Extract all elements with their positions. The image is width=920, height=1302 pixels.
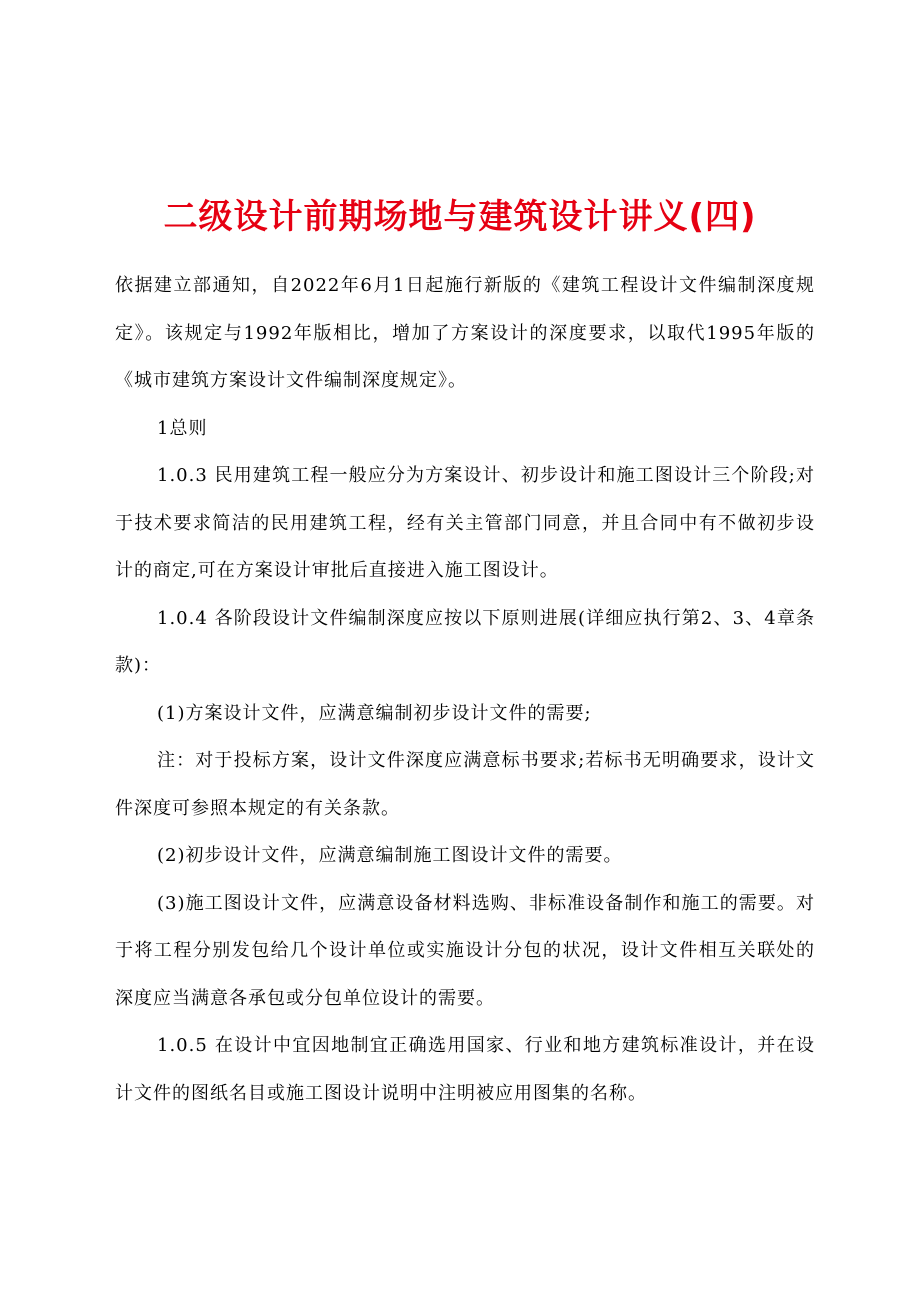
- paragraph-clause-1-0-3: 1.0.3 民用建筑工程一般应分为方案设计、初步设计和施工图设计三个阶段;对于技术要求简洁的民用建筑工程，经有关主管部门同意，并且合同中有不做初步设计的商定,可在方案设计审批后直接进入施工图设计。: [115, 465, 815, 581]
- paragraph-clause-1-0-4: 1.0.4 各阶段设计文件编制深度应按以下原则进展(详细应执行第2、3、4章条款)：: [115, 607, 815, 676]
- paragraph-item-1: (1)方案设计文件，应满意编制初步设计文件的需要;: [157, 702, 592, 724]
- document-body: [115, 262, 815, 1117]
- paragraph-intro: 依据建立部通知，自2022年6月1日起施行新版的《建筑工程设计文件编制深度规 定》。该规定与1992年版相比，增加了方案设计的深度要求，以取代1995年版的《城市建筑方案设计文件编制深度规定》。: [115, 275, 815, 391]
- paragraph-clause-1-0-5: 1.0.5 在设计中宜因地制宜正确选用国家、行业和地方建筑标准设计，并在设计文件的图纸名目或施工图设计说明中注明被应用图集的名称。: [115, 1035, 815, 1104]
- paragraph-section-heading: 1总则: [157, 417, 208, 439]
- paragraph-note: 注：对于投标方案，设计文件深度应满意标书要求;若标书无明确要求，设计文件深度可参照本规定的有关条款。: [115, 750, 815, 819]
- document-title: 二级设计前期场地与建筑设计讲义(四): [163, 197, 757, 237]
- paragraph-item-2: (2)初步设计文件，应满意编制施工图设计文件的需要。: [157, 845, 623, 866]
- paragraph-item-3: (3)施工图设计文件，应满意设备材料选购、非标准设备制作和施工的需要。对于将工程分别发包给几个设计单位或实施设计分包的状况，设计文件相互关联处的深度应当满意各承包或分包单位设计的需要。: [115, 892, 815, 1009]
